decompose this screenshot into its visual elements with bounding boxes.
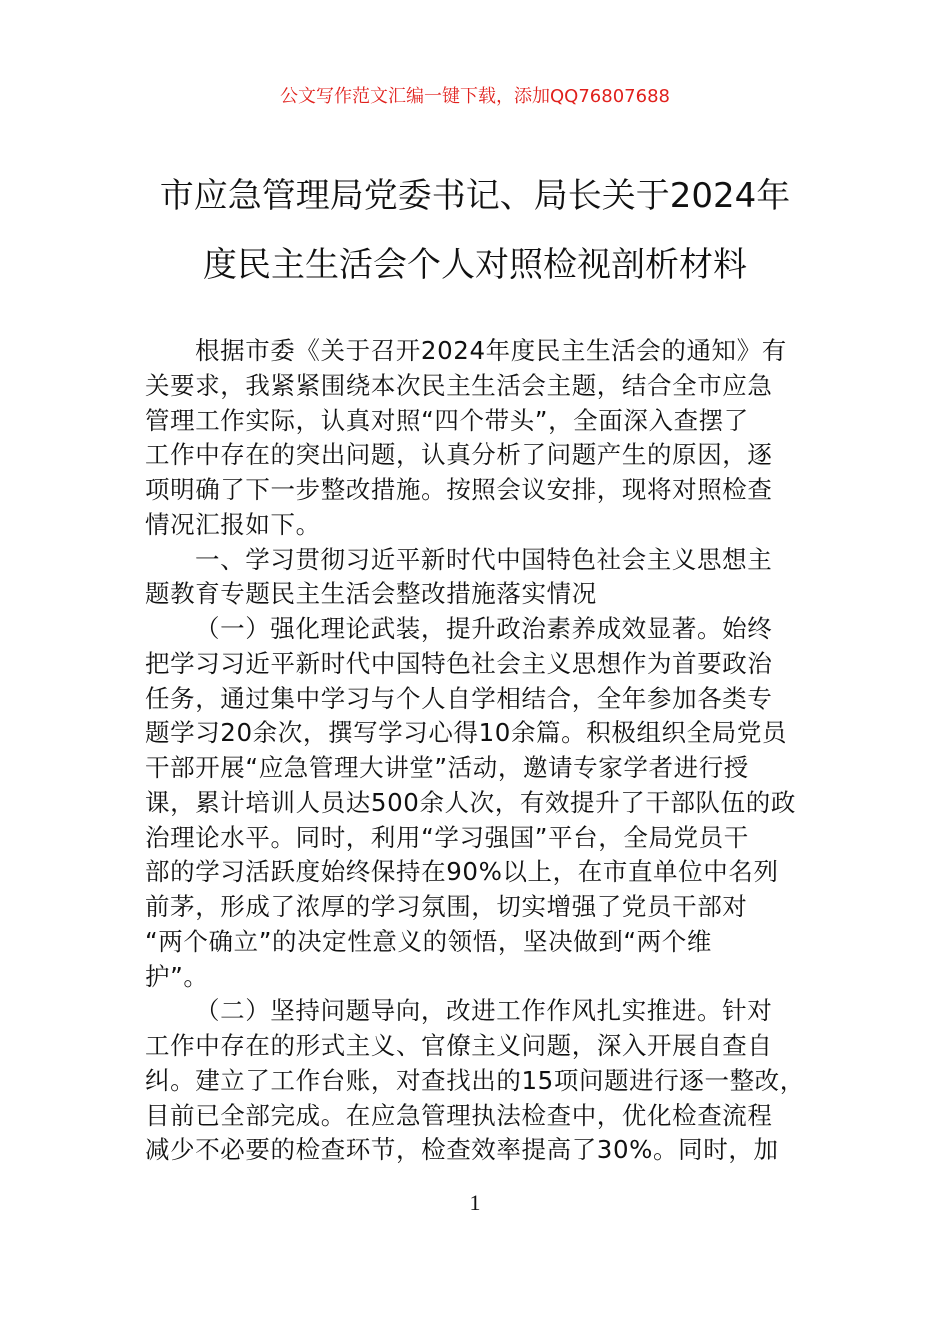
text-line: （二）坚持问题导向，改进工作作风扎实推进。针对 (195, 996, 773, 1026)
text-line: 工作中存在的突出问题，认真分析了问题产生的原因，逐 (145, 440, 773, 470)
text-line: 工作中存在的形式主义、官僚主义问题，深入开展自查自 (145, 1031, 773, 1060)
download-notice: 公文写作范文汇编一键下载，添加QQ76807688 (280, 86, 670, 107)
paragraph (145, 334, 825, 543)
text-line: 题学习20余次，撰写学习心得10余篇。积极组织全局党员 (145, 718, 788, 748)
text-line: 干部开展“应急管理大讲堂”活动，邀请专家学者进行授 (145, 753, 749, 782)
text-line: 任务，通过集中学习与个人自学相结合，全年参加各类专 (145, 683, 773, 713)
text-line: 部的学习活跃度始终保持在90%以上，在市直单位中名列 (145, 857, 779, 887)
text-line: 根据市委《关于召开2024年度民主生活会的通知》有 (195, 336, 787, 365)
text-line: 把学习习近平新时代中国特色社会主义思想作为首要政治 (145, 648, 773, 678)
text-line: “两个确立”的决定性意义的领悟，坚决做到“两个维 (145, 926, 712, 956)
document-title-line-1: 市应急管理局党委书记、局长关于2024年 (159, 176, 791, 216)
paragraph (145, 994, 825, 1168)
text-line: 前茅，形成了浓厚的学习氛围，切实增强了党员干部对 (145, 892, 748, 921)
text-line: 治理论水平。同时，利用“学习强国”平台，全局党员干 (145, 822, 749, 852)
page-number: 1 (469, 1190, 481, 1215)
text-line: 目前已全部完成。在应急管理执法检查中，优化检查流程 (145, 1100, 773, 1130)
text-line: 项明确了下一步整改措施。按照会议安排，现将对照检查 (145, 475, 773, 504)
text-line: 纠。建立了工作台账，对查找出的15项问题进行逐一整改， (145, 1065, 805, 1095)
text-line: 管理工作实际，认真对照“四个带头”，全面深入查摆了 (145, 405, 749, 435)
text-line: 减少不必要的检查环节，检查效率提高了30%。同时，加 (145, 1135, 779, 1165)
text-line: 课，累计培训人员达500余人次，有效提升了干部队伍的政 (145, 787, 796, 817)
text-line: 情况汇报如下。 (145, 509, 321, 539)
paragraph (145, 543, 825, 613)
text-line: 一、学习贯彻习近平新时代中国特色社会主义思想主 (195, 544, 773, 574)
paragraph (145, 612, 825, 994)
text-line: 题教育专题民主生活会整改措施落实情况 (145, 579, 597, 609)
document-title-line-2: 度民主生活会个人对照检视剖析材料 (203, 245, 747, 285)
document-body (145, 334, 825, 1168)
text-line: 关要求，我紧紧围绕本次民主生活会主题，结合全市应急 (145, 370, 773, 400)
text-line: （一）强化理论武装，提升政治素养成效显著。始终 (195, 614, 773, 643)
text-line: 护”。 (145, 961, 209, 991)
